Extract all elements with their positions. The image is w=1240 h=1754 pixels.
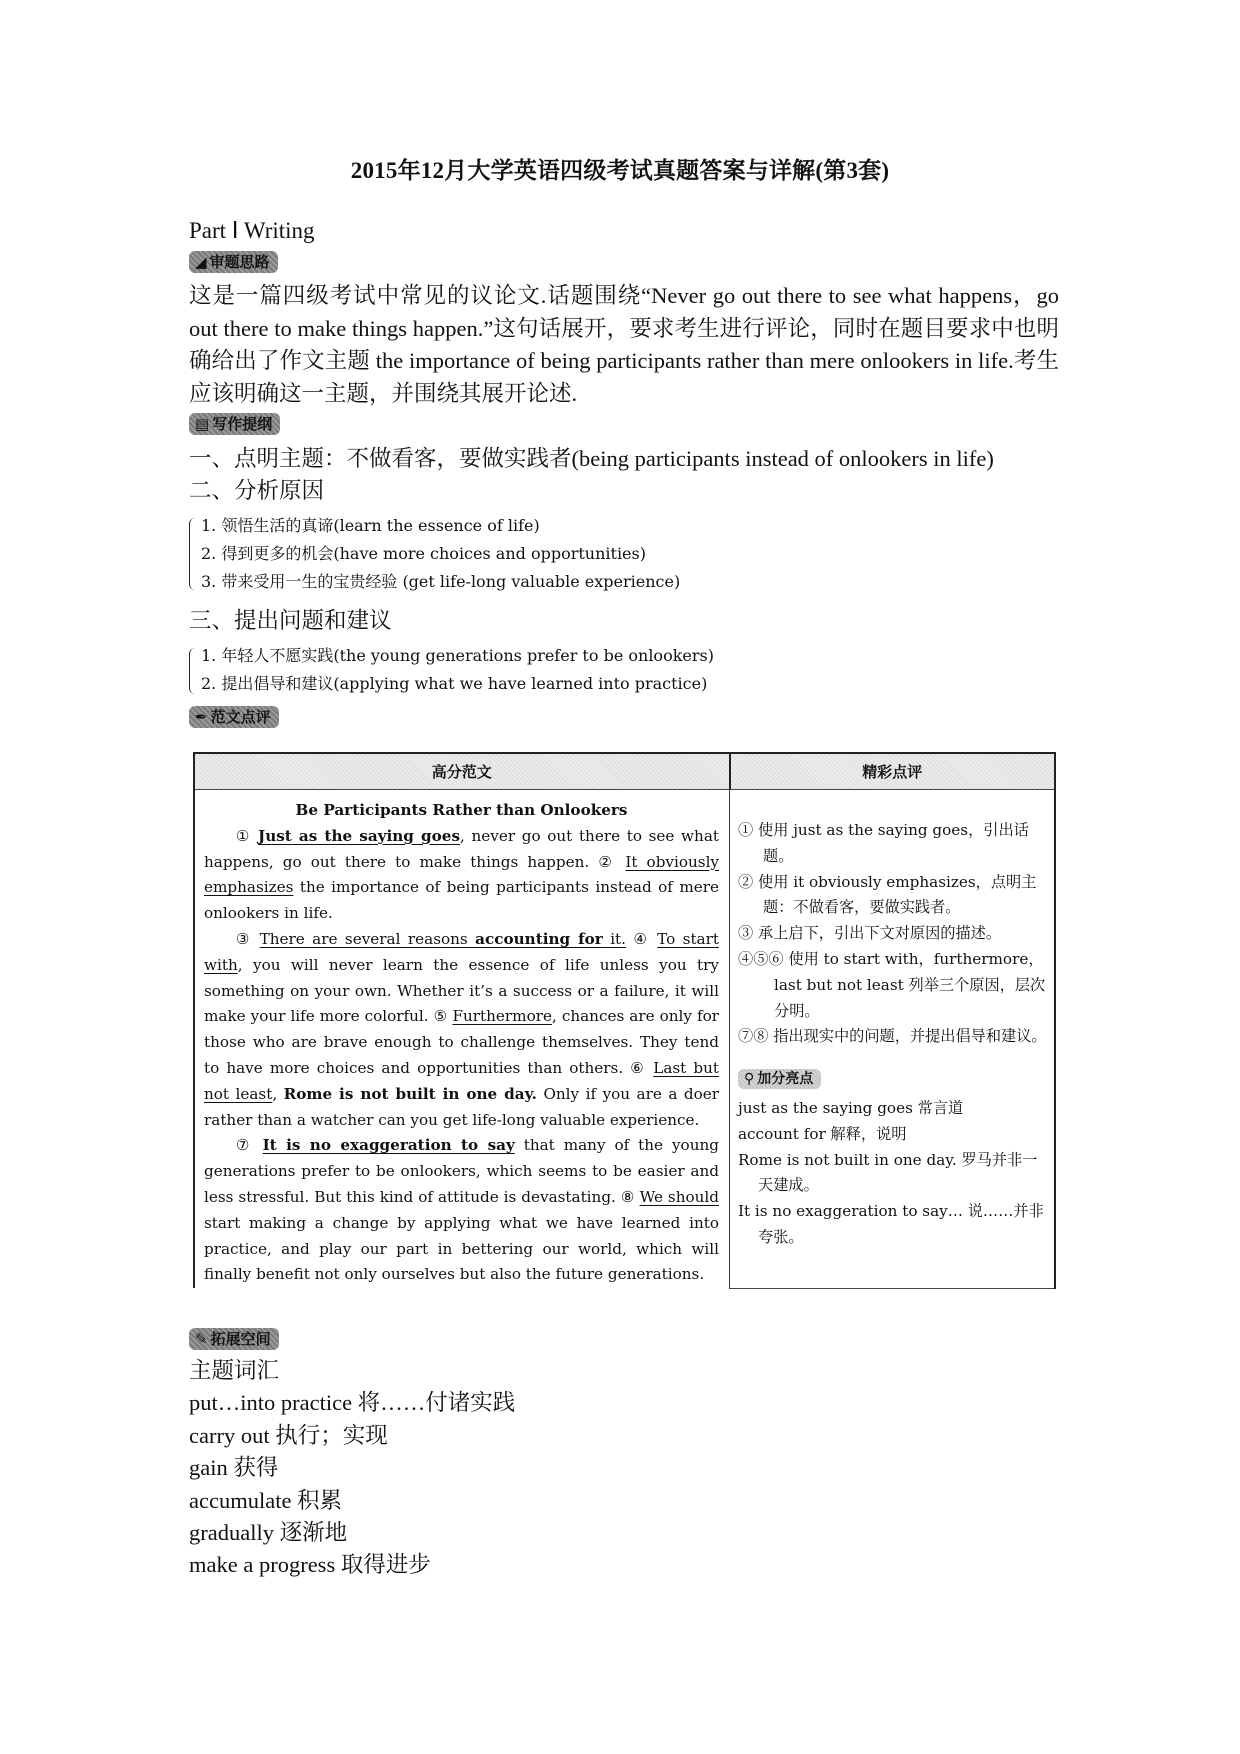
comment-item: ③ 承上启下，引出下文对原因的描述。 xyxy=(738,924,1002,943)
brace-icon xyxy=(189,648,196,694)
magnifier-icon: ⚲ xyxy=(744,1071,755,1088)
outline-point-2: 二、分析原因 xyxy=(189,478,325,503)
suggestion-item: 2. 提出倡导和建议(applying what we have learned into practice) xyxy=(201,674,708,693)
essay-cell xyxy=(194,790,730,1289)
suggestions-list xyxy=(189,642,714,698)
essay-paragraph-2: ③ There are several reasons accounting for it. ④ To start with, you will never learn the essence of life unless you try something on your own. Whether it’s a success or a failure, it will make your life more colorful. ⑤ Furthermore, chances are only for those who are brave enough to challenge themselves. They tend to have more choices and opportunities than others. ⑥ Last but not least, Rome is not built in one day. Only if you are a doer rather than a watcher can you get life-long valuable experience. xyxy=(204,929,719,1129)
part-heading: Part Ⅰ Writing xyxy=(189,218,315,243)
analysis-badge-label: 审题思路 xyxy=(209,253,270,271)
outline-point-3: 三、提出问题和建议 xyxy=(189,608,392,633)
reason-item: 3. 带来受用一生的宝贵经验 (get life-long valuable experience) xyxy=(201,572,681,591)
vocab-item: accumulate 积累 xyxy=(189,1487,343,1513)
vocab-item: make a progress 取得进步 xyxy=(189,1552,431,1578)
outline-badge-label: 写作提纲 xyxy=(212,415,273,433)
suggestion-item: 1. 年轻人不愿实践(the young generations prefer to be onlookers) xyxy=(201,646,714,665)
vocab-item: gradually 逐渐地 xyxy=(189,1520,348,1546)
extension-badge-label: 拓展空间 xyxy=(210,1330,271,1348)
highlights-badge xyxy=(738,1066,1048,1092)
vocab-section xyxy=(189,1355,515,1582)
highlights-badge-label: 加分亮点 xyxy=(757,1071,814,1088)
reason-item: 2. 得到更多的机会(have more choices and opportunities) xyxy=(201,544,646,563)
highlight-item: Rome is not built in one day. 罗马并非一天建成。 xyxy=(738,1150,1038,1195)
col-header-comments: 精彩点评 xyxy=(730,753,1056,790)
comment-item: ① 使用 just as the saying goes，引出话题。 xyxy=(738,821,1029,865)
highlight-item: just as the saying goes 常言道 xyxy=(738,1098,964,1117)
vocab-item: gain 获得 xyxy=(189,1455,279,1481)
review-badge xyxy=(189,706,279,728)
essay-paragraph-3: ⑦ It is no exaggeration to say that many of the young generations prefer to be onlookers, which seems to be easier and less stressful. But this kind of attitude is devastating. ⑧ We should start making a change by applying what we have learned into practice, and play our part in bettering our world, which will finally benefit not only ourselves but also the future generations. xyxy=(204,1136,719,1284)
comment-item: ④⑤⑥ 使用 to start with，furthermore，last but not least 列举三个原因，层次分明。 xyxy=(738,949,1046,1020)
reasons-list xyxy=(189,512,680,596)
analysis-text: 这是一篇四级考试中常见的议论文.话题围绕“Never go out there to see what happens，go out there to make things happen.”这句话展开，要求考生进行评论，同时在题目要求中也明确给出了作文主题 the importance of being participants rather than mere onlookers in life.考生应该明确这一主题，并围绕其展开论述. xyxy=(189,283,1059,406)
comments-cell xyxy=(730,790,1056,1289)
pencil-icon: ✎ xyxy=(195,1330,208,1348)
outline-badge xyxy=(189,413,280,435)
page-title: 2015年12月大学英语四级考试真题答案与详解(第3套) xyxy=(350,158,890,183)
review-badge-label: 范文点评 xyxy=(210,708,271,726)
analysis-badge xyxy=(189,251,278,273)
col-header-essay: 高分范文 xyxy=(194,753,730,790)
essay-title: Be Participants Rather than Onlookers xyxy=(295,801,628,819)
comment-item: ② 使用 it obviously emphasizes，点明主题：不做看客，要做实践者。 xyxy=(738,872,1037,917)
comment-item: ⑦⑧ 指出现实中的问题，并提出倡导和建议。 xyxy=(738,1027,1047,1046)
vocab-item: put…into practice 将……付诸实践 xyxy=(189,1390,516,1416)
notebook-icon: ▤ xyxy=(195,415,210,433)
highlight-item: It is no exaggeration to say… 说……并非夸张。 xyxy=(738,1202,1044,1246)
vocab-heading: 主题词汇 xyxy=(189,1358,280,1383)
pen-nib-icon: ✒ xyxy=(195,708,208,726)
highlight-item: account for 解释，说明 xyxy=(738,1124,907,1143)
extension-badge xyxy=(189,1328,279,1350)
essay-table xyxy=(193,752,1056,1289)
brace-icon xyxy=(189,518,196,590)
triangle-warning-icon: ◢ xyxy=(195,253,207,271)
reason-item: 1. 领悟生活的真谛(learn the essence of life) xyxy=(201,516,540,535)
essay-paragraph-1: ① Just as the saying goes, never go out there to see what happens, go out there to make things happen. ② It obviously emphasizes the importance of being participants instead of mere onlookers in life. xyxy=(204,826,720,923)
vocab-item: carry out 执行；实现 xyxy=(189,1422,388,1448)
outline-point-1: 一、点明主题：不做看客，要做实践者(being participants instead of onlookers in life) xyxy=(189,446,994,471)
